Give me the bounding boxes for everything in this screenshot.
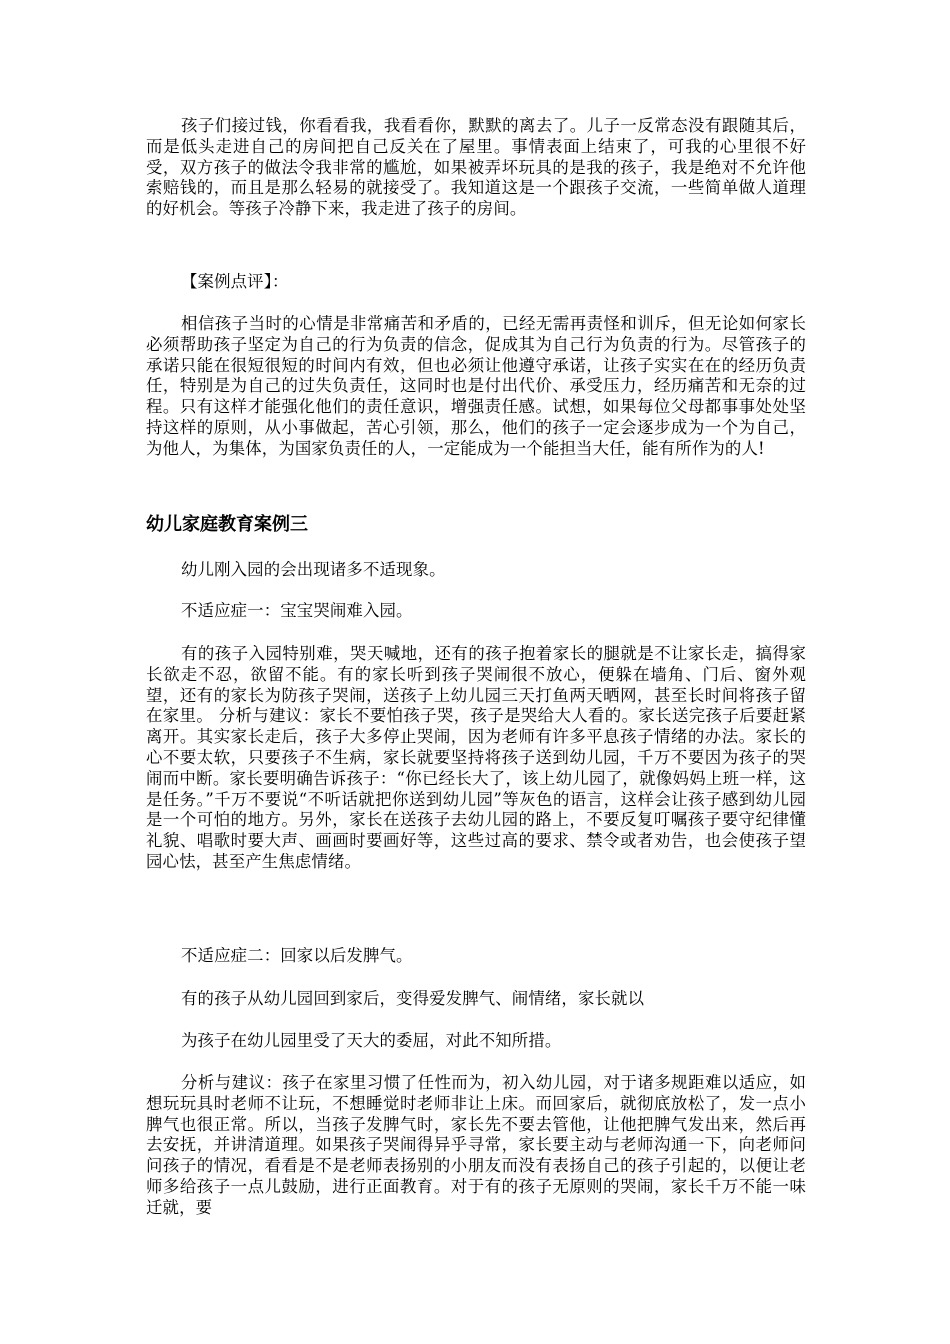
paragraph-analysis-advice: 分析与建议：孩子在家里习惯了任性而为，初入幼儿园，对于诸多规距难以适应，如想玩玩具时老师不让玩，不想睡觉时老师非让上床。而回家后，就彻底放松了，发一点小脾气也很正常。所以，当孩子发脾气时，家长先不要去管他，让他把脾气发出来，然后再去安抚，并讲清道理。如果孩子哭闹得异乎寻常，家长要主动与老师沟通一下，向老师问问孩子的情况，看看是不是老师表扬别的小朋友而没有表扬自己的孩子引起的，以便让老师多给孩子一点儿鼓励，进行正面教育。对于有的孩子无原则的哭闹，家长千万不能一味迁就，要	[146, 1073, 806, 1217]
paragraph-intro: 幼儿刚入园的会出现诸多不适现象。	[181, 560, 446, 579]
paragraph-symptom-two-title: 不适应症二：回家以后发脾气。	[181, 946, 413, 965]
paragraph-case-review-label: 【案例点评】：	[181, 272, 289, 291]
paragraph-symptom-two-continued: 为孩子在幼儿园里受了天大的委屈，对此不知所措。	[181, 1031, 562, 1050]
paragraph-symptom-two-body: 有的孩子从幼儿园回到家后，变得爱发脾气、闹情绪，家长就以	[181, 989, 645, 1008]
section-heading: 幼儿家庭教育案例三	[146, 514, 308, 535]
paragraph-case-review: 相信孩子当时的心情是非常痛苦和矛盾的，已经无需再责怪和训斥，但无论如何家长必须帮助孩子坚定为自己的行为负责的信念，促成其为自己行为负责的行为。尽管孩子的承诺只能在很短很短的时间内有效，但也必须让他遵守承诺，让孩子实实在在的经历负责任，特别是为自己的过失负责任，这同时也是付出代价、承受压力，经历痛苦和无奈的过程。只有这样才能强化他们的责任意识，增强责任感。试想，如果每位父母都事事处处坚持这样的原则，从小事做起，苦心引领，那么，他们的孩子一定会逐步成为一个为自己，为他人，为集体，为国家负责任的人，一定能成为一个能担当大任，能有所作为的人!	[146, 314, 806, 458]
paragraph-symptom-one-title: 不适应症一：宝宝哭闹难入园。	[181, 601, 413, 620]
paragraph-symptom-one-body: 有的孩子入园特别难，哭天喊地，还有的孩子抱着家长的腿就是不让家长走，搞得家长欲走不忍，欲留不能。有的家长听到孩子哭闹很不放心，便躲在墙角、门后、窗外观望，还有的家长为防孩子哭闹，送孩子上幼儿园三天打鱼两天晒网，甚至长时间将孩子留在家里。 分析与建议：家长不要怕孩子哭，孩子是哭给大人看的。家长送完孩子后要赶紧离开。其实家长走后，孩子大多停止哭闹，因为老师有许多平息孩子情绪的办法。家长的心不要太软，只要孩子不生病，家长就要坚持将孩子送到幼儿园，千万不要因为孩子的哭闹而中断。家长要明确告诉孩子：“你已经长大了，该上幼儿园了，就像妈妈上班一样，这是任务。”千万不要说“不听话就把你送到幼儿园”等灰色的语言，这样会让孩子感到幼儿园是一个可怕的地方。另外，家长在送孩子去幼儿园的路上，不要反复叮嘱孩子要守纪律懂礼貌、唱歌时要大声、画画时要画好等，这些过高的要求、禁令或者劝告，也会使孩子望园心怯，甚至产生焦虑情绪。	[146, 644, 806, 871]
paragraph-story-ending: 孩子们接过钱，你看看我，我看看你，默默的离去了。儿子一反常态没有跟随其后，而是低头走进自己的房间把自己反关在了屋里。事情表面上结束了，可我的心里很不好受，双方孩子的做法令我非常的尴尬，如果被弄坏玩具的是我的孩子，我是绝对不允许他索赔钱的，而且是那么轻易的就接受了。我知道这是一个跟孩子交流，一些简单做人道理的好机会。等孩子冷静下来，我走进了孩子的房间。	[146, 116, 806, 219]
